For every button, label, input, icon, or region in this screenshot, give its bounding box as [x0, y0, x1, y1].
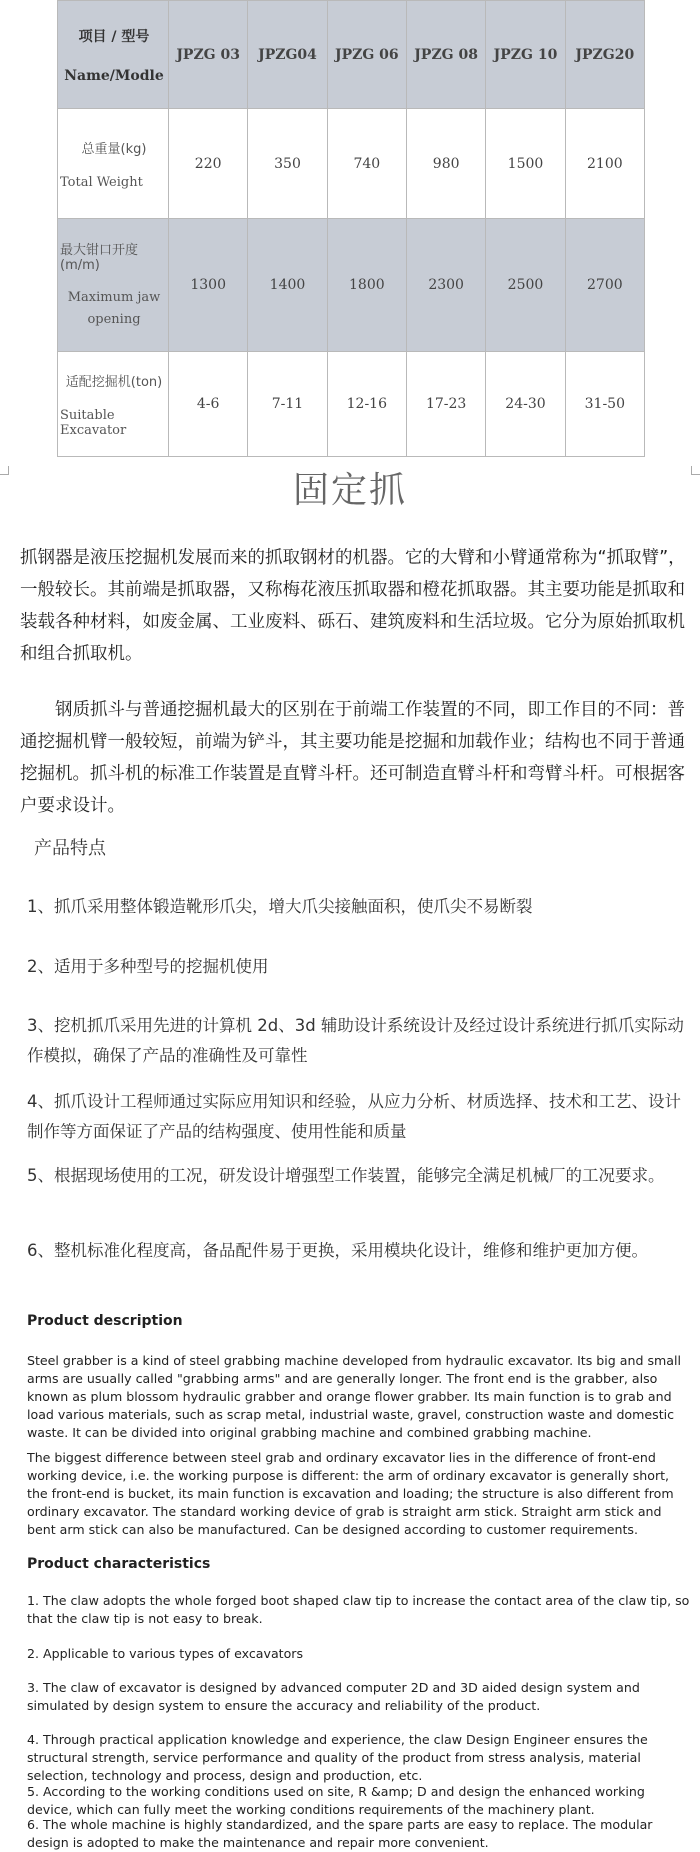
spec-table [57, 0, 645, 457]
value-cell: 2700 [565, 219, 644, 352]
en-paragraph: Steel grabber is a kind of steel grabbing machine developed from hydraulic excavator. Its big and small arms are usually called "grabbing arms" and are generally longer. The front end is the grabber, also known as plum blossom hydraulic grabber and orange flower grabber. Its main function is to grab and load various materials, such as scrap metal, industrial waste, gravel, construction waste and domestic waste. It can be divided into original grabbing machine and combined grabbing machine. [27, 1353, 682, 1440]
value-cell: 980 [406, 109, 485, 219]
model-cell: JPZG04 [248, 1, 327, 109]
value-cell: 2500 [486, 219, 565, 352]
en-characteristic-item: 6. The whole machine is highly standardized, and the spare parts are easy to replace. The modular design is adopted to make the maintenance and repair more convenient. [27, 1817, 653, 1850]
cn-feature-item: 6、整机标准化程度高，备品配件易于更换，采用模块化设计，维修和维护更加方便。 [27, 1241, 648, 1260]
value-cell: 350 [248, 109, 327, 219]
en-characteristic-item: 5. According to the working conditions used on site, R &amp; D and design the enhanced working device, which can fully meet the working conditions requirements of the machinery plant. [27, 1784, 645, 1817]
model-cell: JPZG 03 [169, 1, 248, 109]
en-characteristics-heading: Product characteristics [27, 1556, 211, 1572]
value-cell: 24-30 [486, 352, 565, 457]
en-characteristic-item: 2. Applicable to various types of excavators [27, 1646, 304, 1661]
model-cell: JPZG 08 [406, 1, 485, 109]
model-cell: JPZG 06 [327, 1, 406, 109]
model-cell: JPZG 10 [486, 1, 565, 109]
header-label-cn: 项目 / 型号 [78, 28, 150, 45]
value-cell: 1500 [486, 109, 565, 219]
cn-paragraph: 钢质抓斗与普通挖掘机最大的区别在于前端工作装置的不同，即工作目的不同：普通挖掘机臂一般较短，前端为铲斗，其主要功能是挖掘和加载作业；结构也不同于普通挖掘机。抓斗机的标准工作装置是直臂斗杆。还可制造直臂斗杆和弯臂斗杆。可根据客户要求设计。 [20, 700, 685, 816]
row-label-cn: 总重量(kg) [81, 141, 147, 157]
value-cell: 1300 [169, 219, 248, 352]
row-label-cn: 适配挖掘机(ton) [65, 374, 163, 390]
value-cell: 31-50 [565, 352, 644, 457]
cn-feature-item: 2、适用于多种型号的挖掘机使用 [27, 957, 269, 976]
cn-feature-item: 5、根据现场使用的工况，研发设计增强型工作装置，能够完全满足机械厂的工况要求。 [27, 1166, 665, 1185]
en-characteristic-item: 4. Through practical application knowledge and experience, the claw Design Engineer ensures the structural strength, service performance and quality of the product from stress analysis, material selection, technology and process, design and production, etc. [27, 1732, 648, 1783]
value-cell: 12-16 [327, 352, 406, 457]
value-cell: 220 [169, 109, 248, 219]
cn-feature-item: 1、抓爪采用整体锻造靴形爪尖，增大爪尖接触面积，使爪尖不易断裂 [27, 897, 533, 916]
value-cell: 2300 [406, 219, 485, 352]
row-label-en: Total Weight [60, 174, 143, 190]
table-row [58, 219, 645, 352]
en-characteristic-item: 1. The claw adopts the whole forged boot shaped claw tip to increase the contact area of the claw tip, so that the claw tip is not easy to break. [27, 1593, 690, 1626]
value-cell: 1800 [327, 219, 406, 352]
row-label-cell [58, 352, 169, 457]
value-cell: 740 [327, 109, 406, 219]
header-label-en: Name/Modle [64, 67, 164, 84]
row-label-cell [58, 109, 169, 219]
cn-feature-item: 4、抓爪设计工程师通过实际应用知识和经验，从应力分析、材质选择、技术和工艺、设计制作等方面保证了产品的结构强度、使用性能和质量 [27, 1092, 681, 1141]
table-row [58, 109, 645, 219]
table-row [58, 352, 645, 457]
value-cell: 1400 [248, 219, 327, 352]
cn-paragraph: 抓钢器是液压挖掘机发展而来的抓取钢材的机器。它的大臂和小臂通常称为“抓取臂”，一般较长。其前端是抓取器，又称梅花液压抓取器和橙花抓取器。其主要功能是抓取和装载各种材料，如废金属、工业废料、砾石、建筑废料和生活垃圾。它分为原始抓取机和组合抓取机。 [20, 548, 686, 664]
en-description-heading: Product description [27, 1313, 183, 1329]
value-cell: 7-11 [248, 352, 327, 457]
spec-table-wrapper [57, 0, 645, 457]
en-characteristic-item: 3. The claw of excavator is designed by advanced computer 2D and 3D aided design system and simulated by design system to ensure the accuracy and reliability of the product. [27, 1680, 640, 1713]
row-label-en: Suitable Excavator [60, 407, 127, 438]
cn-features-heading: 产品特点 [34, 838, 106, 859]
model-cell: JPZG20 [565, 1, 644, 109]
row-label-cn: 最大钳口开度(m/m) [60, 243, 139, 273]
row-label-en: Maximum jaw opening [67, 290, 161, 327]
page-title: 固定抓 [292, 470, 407, 511]
header-cell [58, 1, 169, 109]
value-cell: 2100 [565, 109, 644, 219]
en-paragraph: The biggest difference between steel grab and ordinary excavator lies in the difference of front-end working device, i.e. the working purpose is different: the arm of ordinary excavator is generally short, the front-end is bucket, its main function is excavation and loading; the structure is also different from ordinary excavator. The standard working device of grab is straight arm stick. Straight arm stick and bent arm stick can also be manufactured. Can be designed according to customer requirements. [27, 1450, 674, 1537]
value-cell: 4-6 [169, 352, 248, 457]
table-header-row [58, 1, 645, 109]
value-cell: 17-23 [406, 352, 485, 457]
cn-feature-item: 3、挖机抓爪采用先进的计算机 2d、3d 辅助设计系统设计及经过设计系统进行抓爪实际动作模拟，确保了产品的准确性及可靠性 [27, 1016, 684, 1065]
row-label-cell [58, 219, 169, 352]
